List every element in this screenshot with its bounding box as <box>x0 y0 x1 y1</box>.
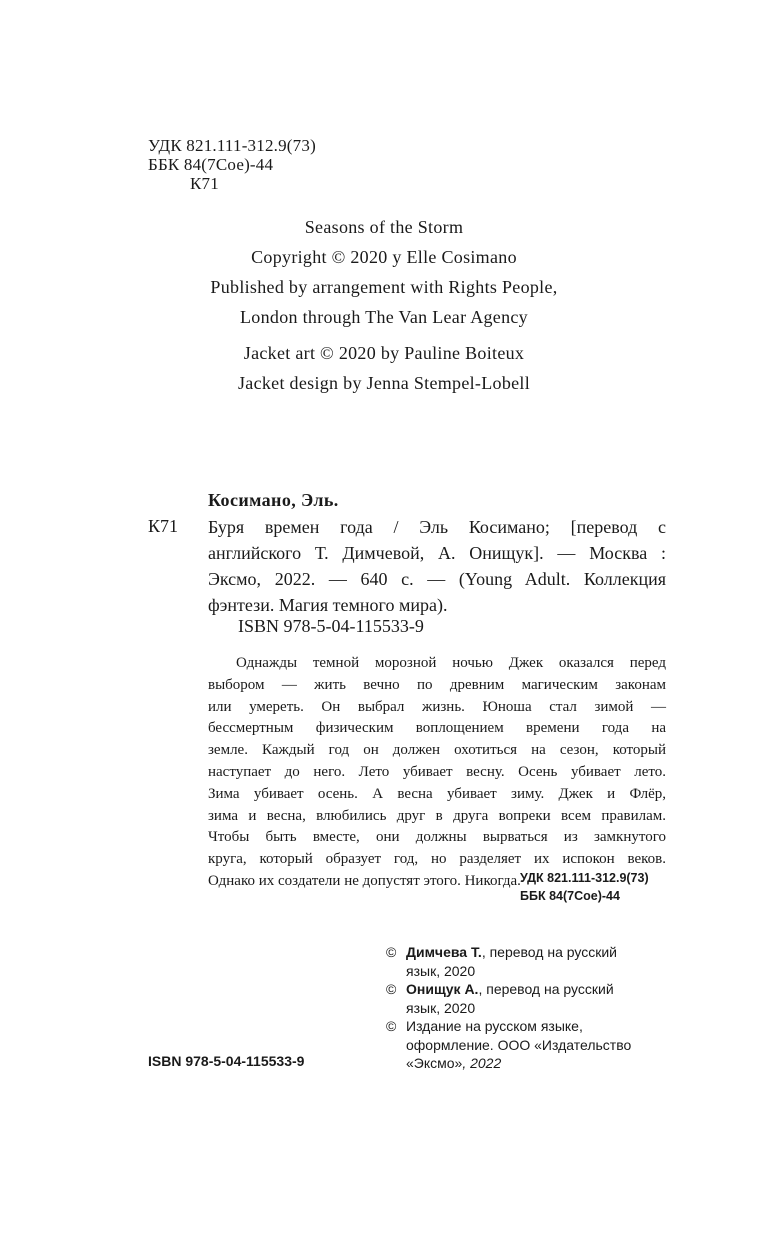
annotation-line: бессмертным физическим воплощением времени года на <box>208 720 666 737</box>
annotation <box>208 653 666 893</box>
annotation-line: Чтобы быть вместе, они должны вырваться из замкнутого <box>208 829 666 846</box>
annotation-line: земле. Каждый год он должен охотиться на сезон, который <box>208 742 666 759</box>
annotation-line: Зима убивает осень. А весна убивает зиму. Джек и Флёр, <box>208 785 666 802</box>
author-heading: Косимано, Эль. <box>208 490 339 510</box>
translator-name: Онищук А. <box>406 981 479 997</box>
author-mark: К71 <box>190 174 219 193</box>
annotation-line: круга, который образует год, но разделяет их испокон веков. <box>208 851 666 868</box>
annotation-line: Однако их создатели не допустят этого. Никогда. <box>208 872 521 889</box>
translator-name: Димчева Т. <box>406 944 482 960</box>
udk-code-bold: УДК 821.111-312.9(73) <box>520 871 649 885</box>
jacket-credits <box>150 338 618 398</box>
description-line: фэнтези. Магия темного мира). <box>208 595 448 615</box>
record-isbn: ISBN 978-5-04-115533-9 <box>238 616 424 636</box>
isbn-bottom: ISBN 978-5-04-115533-9 <box>148 1053 305 1069</box>
copyright-translator-2: © Онищук А., перевод на русский язык, 2020 <box>386 981 614 1016</box>
copyright-line: Copyright © 2020 у Elle Cosimano <box>251 247 517 267</box>
udk-code: УДК 821.111-312.9(73) <box>148 136 316 155</box>
annotation-line: наступает до него. Лето убивает весну. Осень убивает лето. <box>208 763 666 780</box>
jacket-art-line: Jacket art © 2020 by Pauline Boiteux <box>243 343 525 363</box>
original-title: Seasons of the Storm <box>304 217 464 237</box>
description-line: Буря времен года / Эль Косимано; [перевод с <box>208 517 666 537</box>
agency-line: London through The Van Lear Agency <box>240 307 528 327</box>
description-line: английского Т. Димчевой, А. Онищук]. — Москва : <box>208 543 666 563</box>
annotation-line: или умереть. Он выбрал жизнь. Юноша стал зимой — <box>208 698 666 715</box>
copyright-block <box>386 943 676 1073</box>
copyright-icon: © <box>386 981 397 997</box>
description-line: Эксмо, 2022. — 640 с. — (Young Adult. Коллекция <box>208 569 666 589</box>
annotation-line: Однажды темной морозной ночью Джек оказался перед <box>236 655 666 671</box>
annotation-line: выбором — жить вечно по древним магическим законам <box>208 676 666 693</box>
jacket-design-line: Jacket design by Jenna Stempel-Lobell <box>237 373 531 393</box>
bibliographic-description <box>208 514 666 618</box>
classification-codes <box>520 869 649 905</box>
bbk-code-bold: ББК 84(7Сое)-44 <box>520 889 620 903</box>
copyright-translator-1: © Димчева Т., перевод на русский язык, 2020 <box>386 944 617 979</box>
copyright-icon: © <box>386 1018 397 1034</box>
publication-line: Published by arrangement with Rights People, <box>210 277 558 297</box>
copyright-publisher: © Издание на русском языке, оформление. ООО «Издательство «Эксмо», 2022 <box>386 1018 632 1071</box>
record-author-mark: К71 <box>148 516 179 536</box>
annotation-line: зима и весна, влюбились друг в друга вопреки всем правилам. <box>208 807 666 824</box>
bbk-code: ББК 84(7Сое)-44 <box>148 155 274 174</box>
original-credits <box>150 212 618 332</box>
copyright-icon: © <box>386 944 397 960</box>
